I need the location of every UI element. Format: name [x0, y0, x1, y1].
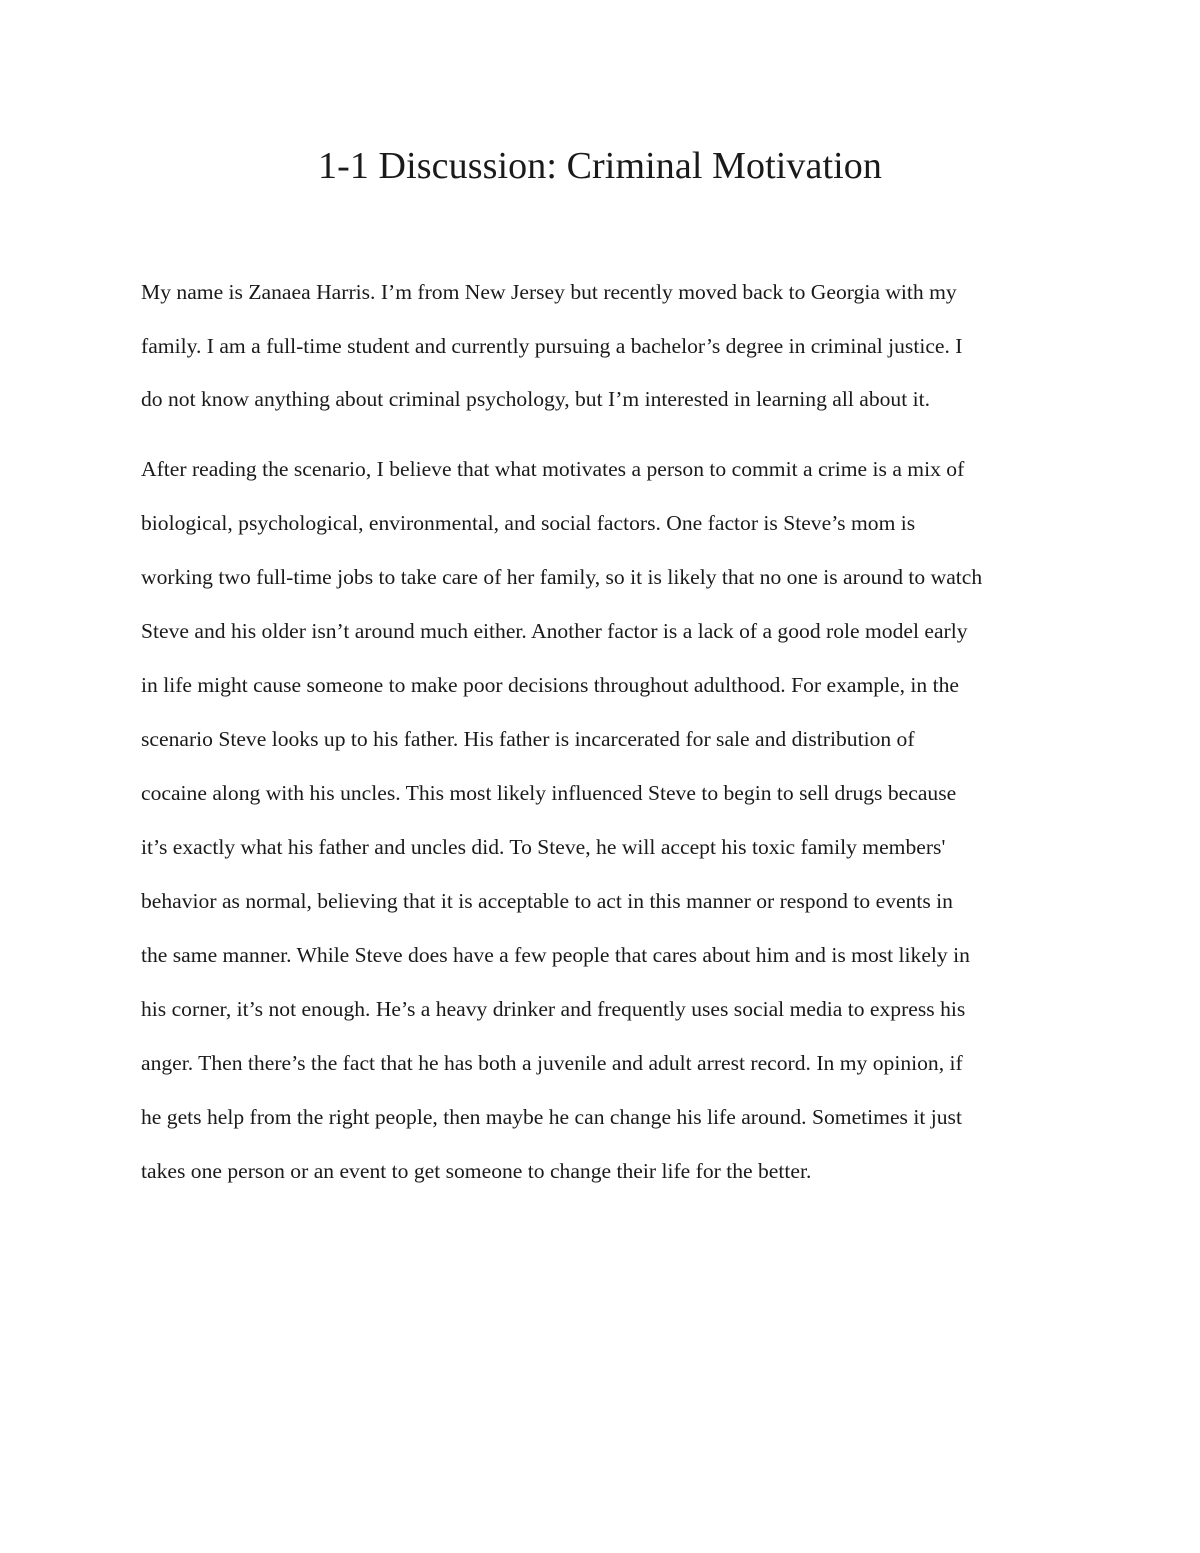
paragraph-line: do not know anything about criminal psychology, but I’m interested in learning all about it. — [141, 387, 931, 411]
paragraph-line: takes one person or an event to get someone to change their life for the better. — [141, 1159, 812, 1183]
paragraph-line: working two full-time jobs to take care of her family, so it is likely that no one is around to watch — [141, 565, 983, 589]
paragraph-line: behavior as normal, believing that it is acceptable to act in this manner or respond to events in — [141, 889, 953, 913]
paragraph-line: the same manner. While Steve does have a few people that cares about him and is most likely in — [141, 943, 970, 967]
paragraph-line: he gets help from the right people, then maybe he can change his life around. Sometimes it just — [141, 1105, 962, 1129]
paragraph-line: Steve and his older isn’t around much either. Another factor is a lack of a good role model early — [141, 619, 968, 643]
paragraph-line: in life might cause someone to make poor decisions throughout adulthood. For example, in the — [141, 673, 960, 697]
paragraph-line: family. I am a full-time student and currently pursuing a bachelor’s degree in criminal justice. I — [141, 334, 963, 358]
paragraph-line: it’s exactly what his father and uncles did. To Steve, he will accept his toxic family members' — [141, 835, 946, 859]
paragraph-line: cocaine along with his uncles. This most likely influenced Steve to begin to sell drugs because — [141, 781, 957, 805]
paragraph-line: his corner, it’s not enough. He’s a heavy drinker and frequently uses social media to express his — [141, 997, 966, 1021]
paragraph-line: My name is Zanaea Harris. I’m from New Jersey but recently moved back to Georgia with my — [141, 280, 957, 304]
page-title: 1-1 Discussion: Criminal Motivation — [318, 145, 882, 187]
paragraph-line: scenario Steve looks up to his father. His father is incarcerated for sale and distribution of — [141, 727, 915, 751]
paragraph-line: After reading the scenario, I believe that what motivates a person to commit a crime is a mix of — [141, 457, 965, 481]
paragraph-line: anger. Then there’s the fact that he has both a juvenile and adult arrest record. In my opinion, if — [141, 1051, 963, 1075]
paragraph-line: biological, psychological, environmental, and social factors. One factor is Steve’s mom is — [141, 511, 916, 535]
